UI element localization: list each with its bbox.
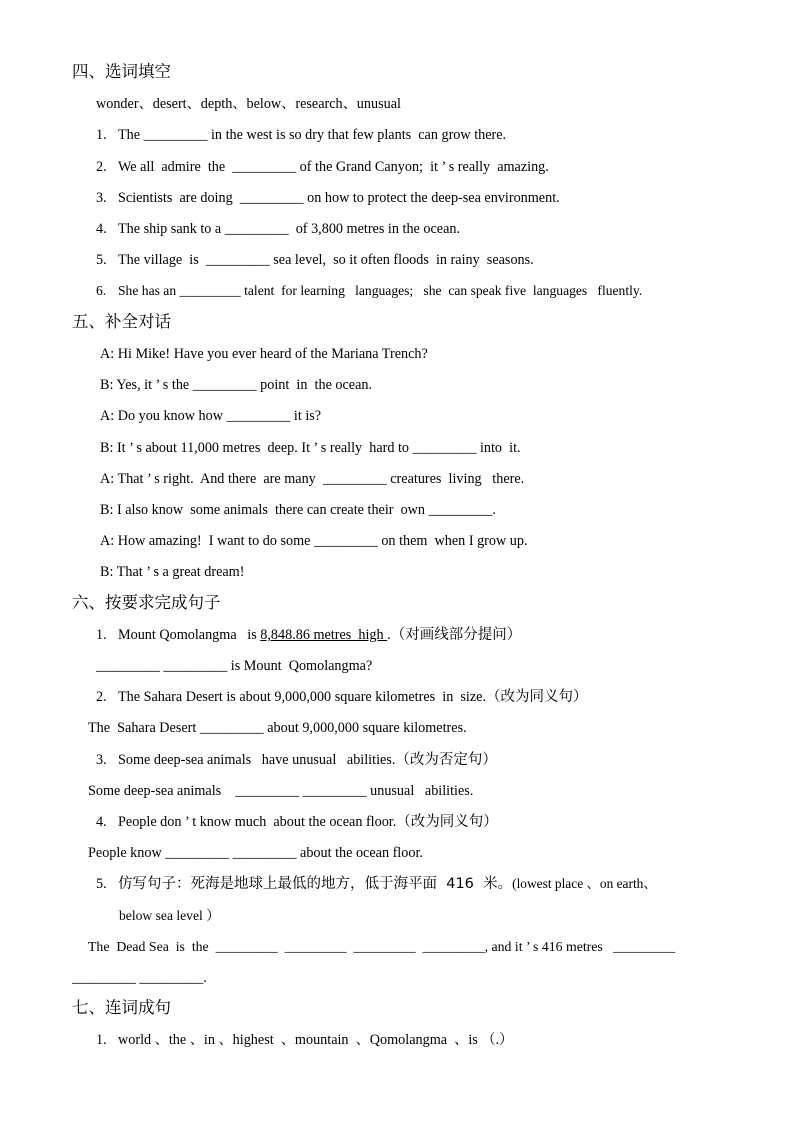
- list-item: [96, 626, 521, 644]
- dialogue-line: B: I also know some animals there can create their own _________.: [100, 502, 496, 518]
- dialogue-line: A: Do you know how _________ it is?: [100, 408, 322, 424]
- answer-line: _________ _________.: [72, 970, 207, 986]
- instruction: （改为同义句）: [396, 814, 498, 830]
- item-text: world 、the 、in 、highest 、mountain 、Qomolangma 、is （.）: [118, 1032, 514, 1048]
- dialogue-line: A: Hi Mike! Have you ever heard of the Mariana Trench?: [100, 346, 428, 362]
- item-number: 2.: [96, 159, 107, 175]
- section-7-heading: 七、连词成句: [72, 998, 171, 1017]
- item-text: The Sahara Desert is about 9,000,000 square kilometres in size.: [118, 689, 486, 705]
- item-number: 6.: [96, 283, 107, 298]
- list-item: [96, 126, 506, 144]
- item-text: Some deep-sea animals have unusual abilities.: [118, 752, 396, 768]
- item-text: She has an _________ talent for learning languages; she can speak five languages fluently.: [118, 283, 643, 298]
- answer-line: _________ _________ is Mount Qomolangma?: [96, 658, 373, 674]
- item-text: We all admire the _________ of the Grand Canyon; it ’ s really amazing.: [118, 159, 549, 175]
- item-number: 4.: [96, 814, 107, 830]
- instruction: （改为同义句）: [486, 689, 588, 705]
- item-number: 5.: [96, 252, 107, 268]
- dialogue-line: A: How amazing! I want to do some _________ on them when I grow up.: [100, 533, 528, 549]
- instruction: （对画线部分提问）: [390, 627, 522, 643]
- dialogue-line: A: That ’ s right. And there are many _________ creatures living there.: [100, 471, 525, 487]
- item-number: 5.: [96, 876, 107, 892]
- section-4-heading: 四、选词填空: [72, 62, 171, 81]
- item-number: 1.: [96, 627, 107, 643]
- item-text: The village is _________ sea level, so it often floods in rainy seasons.: [118, 252, 534, 268]
- list-item: [96, 251, 534, 269]
- list-item: [96, 282, 642, 300]
- item-text: Mount Qomolangma is: [118, 627, 261, 643]
- word-bank: wonder、desert、depth、below、research、unusual: [96, 96, 401, 112]
- answer-line: The Dead Sea is the _________ _________ _________ _________, and it ’ s 416 metres _________: [88, 939, 676, 954]
- instruction: （改为否定句）: [395, 752, 497, 768]
- list-item: [96, 1031, 513, 1049]
- item-number: 1.: [96, 127, 107, 143]
- list-item: [96, 875, 657, 893]
- item-number: 2.: [96, 689, 107, 705]
- item-number: 1.: [96, 1032, 107, 1048]
- list-item: [96, 158, 549, 176]
- item-number: 4.: [96, 221, 107, 237]
- list-item: [96, 751, 497, 769]
- list-item: [96, 688, 588, 706]
- item-text: Scientists are doing _________ on how to protect the deep-sea environment.: [118, 190, 560, 206]
- item-number: 3.: [96, 752, 107, 768]
- answer-line: People know _________ _________ about the ocean floor.: [88, 845, 423, 861]
- list-item: [96, 220, 460, 238]
- section-6-heading: 六、按要求完成句子: [72, 593, 221, 612]
- dialogue-line: B: It ’ s about 11,000 metres deep. It ’ s really hard to _________ into it.: [100, 440, 521, 456]
- item-text: .: [387, 627, 391, 643]
- section-5-heading: 五、补全对话: [72, 312, 171, 331]
- hint-text: (lowest place 、on earth、: [512, 876, 657, 891]
- dialogue-line: B: Yes, it ’ s the _________ point in the ocean.: [100, 377, 373, 393]
- underlined-phrase: 8,848.86 metres high: [260, 627, 388, 643]
- item-number: 3.: [96, 190, 107, 206]
- dialogue-line: B: That ’ s a great dream!: [100, 564, 245, 580]
- answer-line: Some deep-sea animals _________ _________ unusual abilities.: [88, 783, 474, 799]
- hint-text: below sea level ）: [119, 908, 220, 923]
- list-item: [96, 813, 498, 831]
- list-item: [96, 189, 560, 207]
- item-text: The ship sank to a _________ of 3,800 metres in the ocean.: [118, 221, 461, 237]
- answer-line: The Sahara Desert _________ about 9,000,000 square kilometres.: [88, 720, 467, 736]
- instruction: 仿写句子：死海是地球上最低的地方，低于海平面 416 米。: [118, 876, 513, 892]
- item-text: The _________ in the west is so dry that few plants can grow there.: [118, 127, 507, 143]
- item-text: People don ’ t know much about the ocean floor.: [118, 814, 397, 830]
